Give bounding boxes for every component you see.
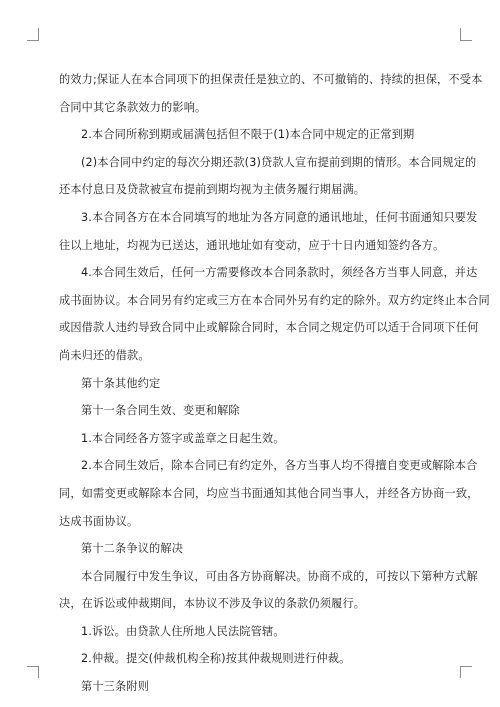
text-line: 本合同履行中发生争议，可由各方协商解决。协商不成的，可按以下第种方式解 xyxy=(81,569,478,583)
text-line: 第十二条争议的解决 xyxy=(81,542,184,556)
corner-mark-bottom-right-v xyxy=(460,666,461,678)
corner-mark-top-right-h xyxy=(460,40,472,41)
text-line: (2)本合同中约定的每次分期还款(3)贷款人宣布提前到期的情形。本合同规定的 xyxy=(81,155,477,169)
text-line: 2.本合同所称到期或届满包括但不限于(1)本合同中规定的正常到期 xyxy=(81,128,415,142)
corner-mark-bottom-right-h xyxy=(460,666,472,667)
text-line: 2.仲裁。提交(仲裁机构全称)按其仲裁规则进行仲裁。 xyxy=(81,652,351,666)
text-line: 第十一条合同生效、变更和解除 xyxy=(81,404,240,418)
corner-mark-top-left-h xyxy=(27,40,39,41)
text-line: 往以上地址，均视为已送达，通讯地址如有变动，应于十日内通知签约各方。 xyxy=(59,238,445,252)
text-line: 合同中其它条款效力的影响。 xyxy=(59,100,207,114)
text-line: 4.本合同生效后，任何一方需要修改本合同条款时，须经各方当事人同意，并达 xyxy=(81,266,478,280)
text-line: 1.诉讼。由贷款人住所地人民法院管辖。 xyxy=(81,624,285,638)
corner-mark-bottom-left-v xyxy=(38,666,39,678)
text-line: 决，在诉讼或仲裁期间，本协议不涉及争议的条款仍须履行。 xyxy=(59,597,366,611)
document-body xyxy=(59,66,490,701)
text-line: 2.本合同生效后，除本合同已有约定外，各方当事人均不得擅自变更或解除本合 xyxy=(81,459,478,473)
text-line: 尚未归还的借款。 xyxy=(59,348,150,362)
text-line: 的效力;保证人在本合同项下的担保责任是独立的、不可撤销的、持续的担保，不受本 xyxy=(59,73,483,86)
text-line: 3.本合同各方在本合同填写的地址为各方同意的通讯地址，任何书面通知只要发 xyxy=(81,210,478,224)
text-line: 同，如需变更或解除本合同，均应当书面通知其他合同当事人，并经各方协商一致， xyxy=(59,486,479,500)
text-line: 成书面协议。本合同另有约定或三方在本合同外另有约定的除外。双方约定终止本合同 xyxy=(59,293,490,307)
text-line: 还本付息日及贷款被宣布提前到期均视为主债务履行期届满。 xyxy=(59,183,366,197)
corner-mark-top-right-v xyxy=(460,28,461,40)
text-line: 达成书面协议。 xyxy=(59,514,139,528)
text-line: 第十三条附则 xyxy=(81,680,150,694)
text-line: 或因借款人违约导致合同中止或解除合同时，本合同之规定仍可以适于合同项下任何 xyxy=(59,321,479,335)
corner-mark-top-left-v xyxy=(38,28,39,40)
text-line: 1.本合同经各方签字或盖章之日起生效。 xyxy=(81,431,285,445)
text-line: 第十条其他约定 xyxy=(81,376,161,390)
